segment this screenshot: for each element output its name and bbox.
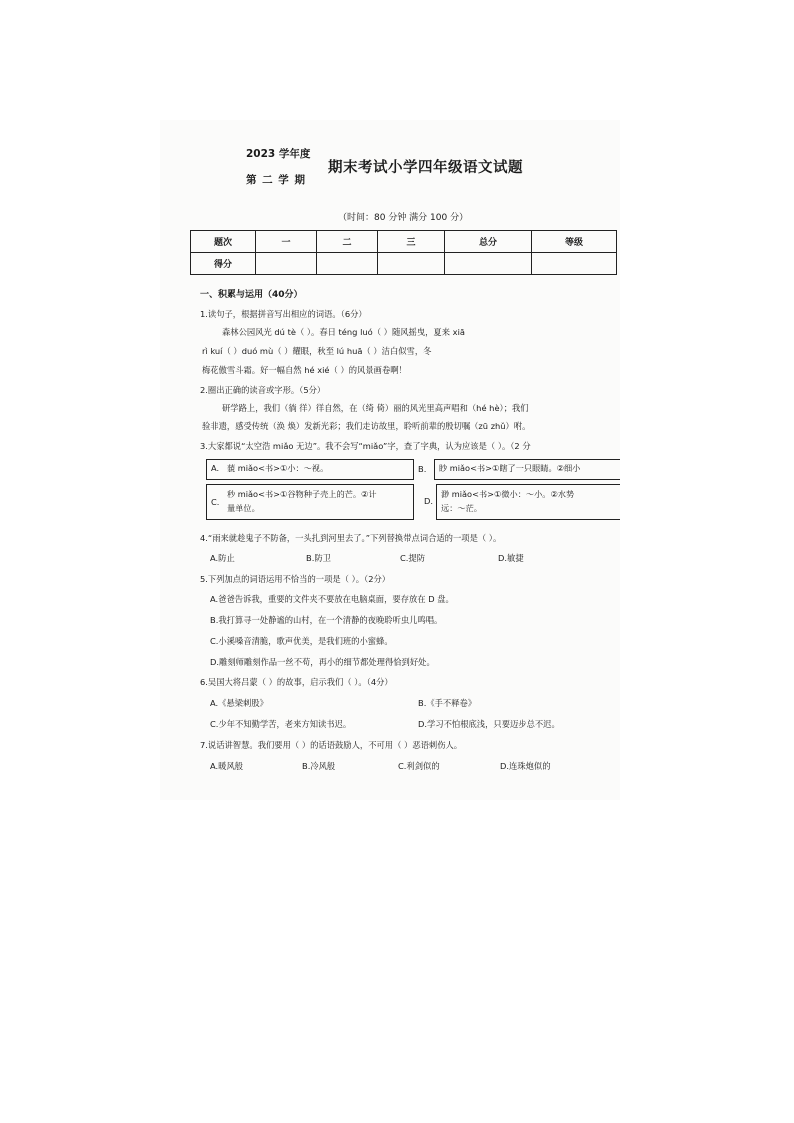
header-year: 2023 学年度 [246, 148, 311, 160]
score-table-header-row [191, 231, 617, 253]
score-row-label: 得分 [191, 253, 256, 275]
q1-stem: 1.读句子，根据拼音写出相应的词语。（6分） [200, 309, 367, 319]
q4-option-b[interactable]: B.防卫 [306, 553, 331, 563]
q5-option-b[interactable]: B.我打算寻一处静谧的山村，在一个清静的夜晚聆听虫儿鸣唱。 [210, 615, 443, 625]
score-cell-grade: 等级 [532, 231, 617, 253]
q3-option-d-text-cont: 远：～茫。 [441, 503, 482, 513]
time-info: （时间：80 分钟 满分 100 分） [338, 213, 469, 223]
q3-option-d[interactable] [436, 484, 620, 520]
score-cell-section-2: 二 [317, 231, 378, 253]
q6-stem: 6.吴国大将吕蒙（ ）的故事，启示我们（ ）。（4分） [200, 677, 393, 687]
q4-stem: 4.“雨来就趁鬼子不防备，一头扎到河里去了。”下列替换带点词合适的一项是（ ）。 [200, 533, 502, 543]
header-semester: 第 二 学 期 [246, 174, 306, 186]
q7-option-b[interactable]: B.冷风般 [302, 761, 336, 771]
score-cell-section-1: 一 [256, 231, 317, 253]
q3-option-c-text: 秒 miǎo<书>①谷物种子壳上的芒。②计 [227, 489, 377, 499]
q6-option-a[interactable]: A.《悬梁刺股》 [210, 698, 268, 708]
q3-stem: 3.大家都说“太空浩 miǎo 无边”。我不会写“miǎo”字，查了字典，认为应该是（ ）。（2 分 [200, 441, 531, 451]
q5-option-a[interactable]: A.爸爸告诉我，重要的文件夹不要放在电脑桌面，要存放在 D 盘。 [210, 594, 454, 604]
score-input-section-2[interactable] [317, 253, 378, 275]
q1-line-2: rì kuí（ ）duó mù（ ）耀眼，秋至 lú huā（ ）洁白似雪，冬 [202, 346, 432, 356]
q7-option-d[interactable]: D.连珠炮似的 [500, 761, 551, 771]
q3-option-b[interactable] [434, 459, 620, 480]
q3-option-a-label: A. [211, 463, 220, 473]
q2-line-1: 研学路上，我们（徜 徉）徉自然，在（绮 倚）丽的风光里高声唱和（hé hè）；我们 [222, 403, 529, 413]
q3-option-c-label: C. [211, 497, 220, 507]
exam-sheet [160, 120, 620, 800]
score-input-section-3[interactable] [378, 253, 445, 275]
score-table [190, 230, 617, 275]
q5-stem: 5.下列加点的词语运用不恰当的一项是（ ）。（2分） [200, 574, 391, 584]
q3-option-a[interactable] [206, 459, 414, 480]
exam-title: 期末考试小学四年级语文试题 [328, 160, 523, 176]
q3-option-b-label: B. [418, 464, 427, 474]
q6-option-d[interactable]: D.学习不怕根底浅，只要迈步总不迟。 [418, 719, 560, 729]
q4-option-d[interactable]: D.敏捷 [498, 553, 524, 563]
q3-option-c-text-cont: 量单位。 [227, 503, 260, 513]
score-cell-label: 题次 [191, 231, 256, 253]
q2-stem: 2.圈出正确的读音或字形。（5分） [200, 385, 326, 395]
q7-option-a[interactable]: A.暖风般 [210, 761, 244, 771]
score-table-score-row [191, 253, 617, 275]
score-input-section-1[interactable] [256, 253, 317, 275]
q2-line-2: 验非遗，感受传统（涣 焕）发新光彩；我们走访故里，聆听前辈的殷切嘱（zū zhǔ）咐。 [202, 421, 531, 431]
score-cell-total: 总分 [445, 231, 532, 253]
q4-option-c[interactable]: C.提防 [400, 553, 426, 563]
q4-option-a[interactable]: A.防止 [210, 553, 235, 563]
score-input-grade[interactable] [532, 253, 617, 275]
q5-option-d[interactable]: D.雕刻师雕刻作品一丝不苟，再小的细节都处理得恰到好处。 [210, 657, 435, 667]
q3-option-c[interactable] [206, 484, 414, 520]
q7-stem: 7.说话讲智慧。我们要用（ ）的话语鼓励人，不可用（ ）恶语刺伤人。 [200, 740, 463, 750]
section-1-heading: 一、积累与运用（40分） [200, 290, 303, 300]
q3-option-d-text: 渺 miǎo<书>①微小：～小。②水势 [441, 489, 575, 499]
score-input-total[interactable] [445, 253, 532, 275]
q7-option-c[interactable]: C.利剑似的 [398, 761, 440, 771]
q1-line-1: 森林公园风光 dú tè（ ）。春日 téng luó（ ）随风摇曳，夏来 xiā [222, 327, 465, 337]
q6-option-b[interactable]: B.《手不释卷》 [418, 698, 477, 708]
q3-option-a-text: 藐 miǎo<书>①小：～视。 [227, 463, 329, 473]
q6-option-c[interactable]: C.少年不知勤学苦，老来方知读书迟。 [210, 719, 352, 729]
q5-option-c[interactable]: C.小溪嗓音清脆，歌声优美，是我们班的小蜜蜂。 [210, 636, 393, 646]
q1-line-3: 梅花傲雪斗霜。好一幅自然 hé xié（ ）的风景画卷啊！ [202, 365, 407, 375]
q3-option-b-text: 眇 miǎo<书>①瞎了一只眼睛。②细小 [439, 463, 581, 473]
score-cell-section-3: 三 [378, 231, 445, 253]
q3-option-d-label: D. [424, 496, 434, 506]
